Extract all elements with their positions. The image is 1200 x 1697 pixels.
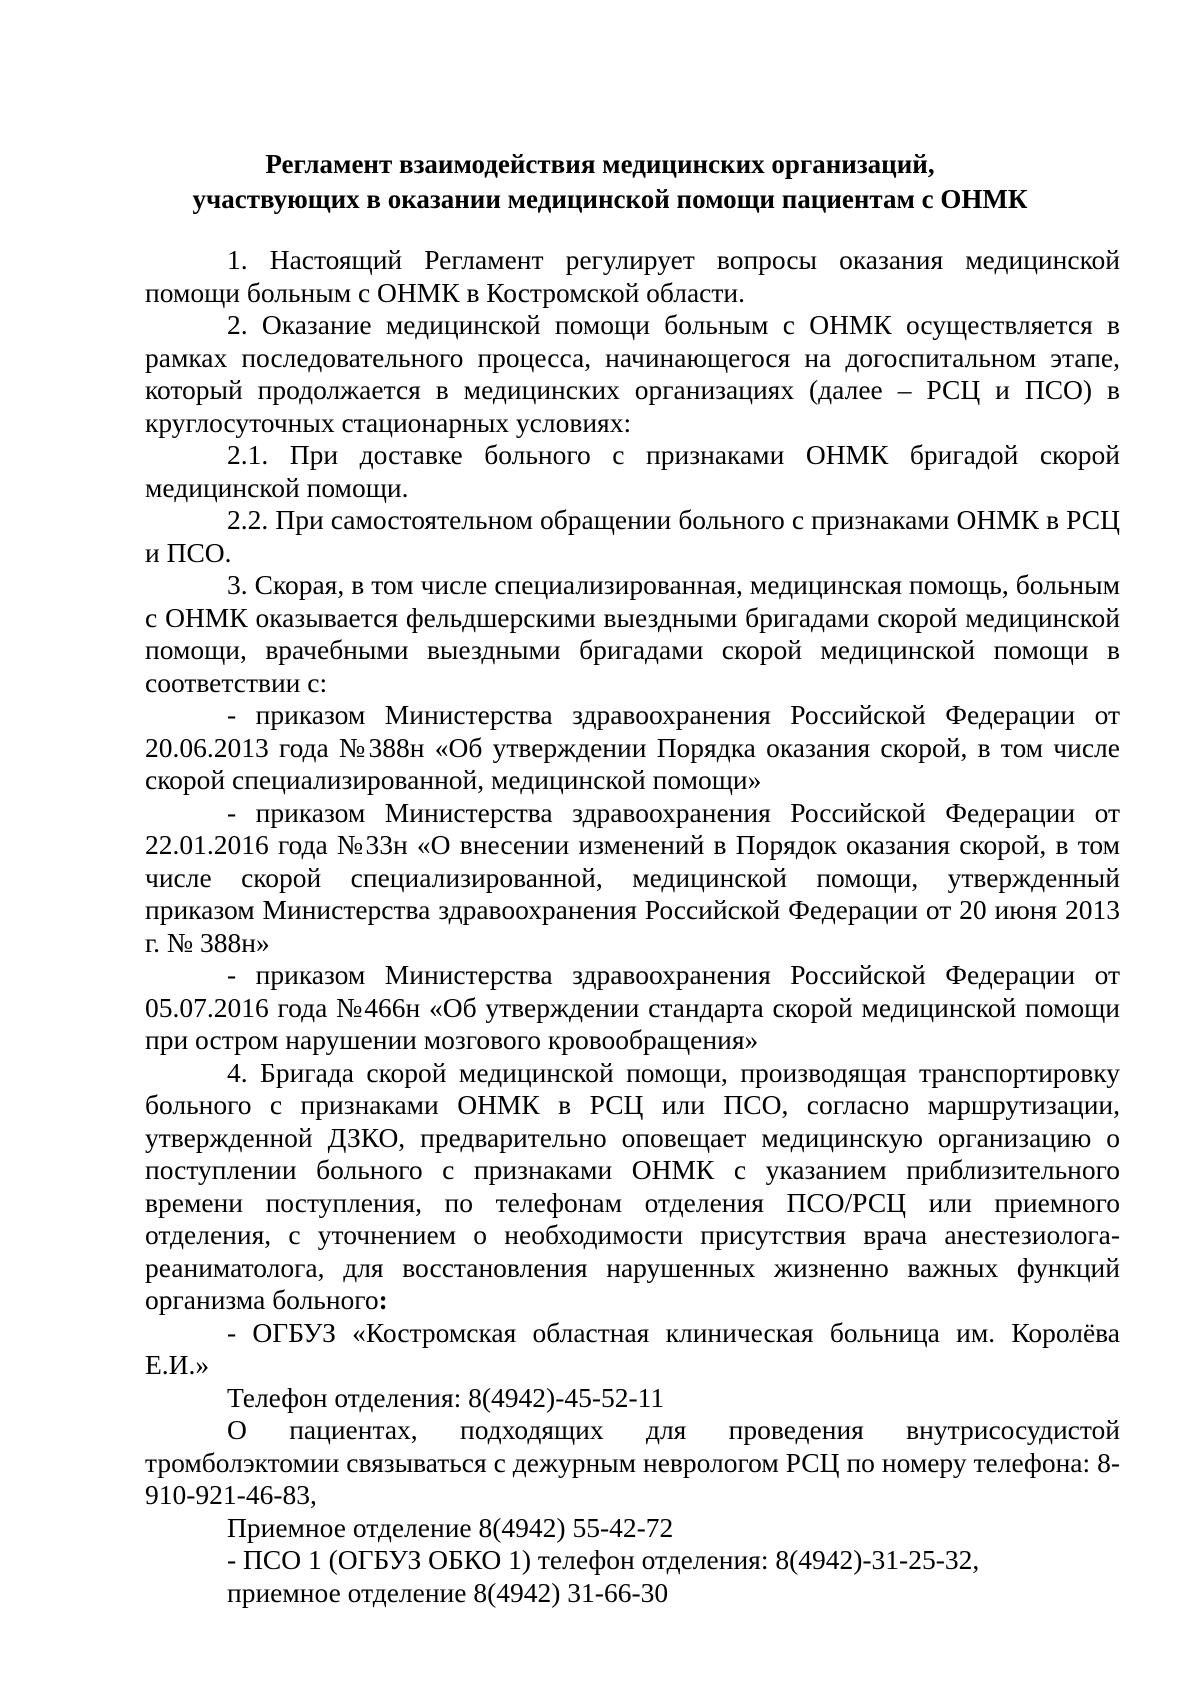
paragraph-2: 2. Оказание медицинской помощи больным с ОНМК осуществляется в рамках последовательного процесса, начинающегося на догоспитальном этапе, который продолжается в медицинских организациях (далее – РСЦ и ПСО) в круглосуточных стационарных условиях: xyxy=(145,309,1120,438)
document-body xyxy=(145,244,1120,1609)
reception-phone: Приемное отделение 8(4942) 55-42-72 xyxy=(227,1511,674,1543)
department-phone: Телефон отделения: 8(4942)-45-52-11 xyxy=(227,1381,665,1413)
pso-1-reception-phone: приемное отделение 8(4942) 31-66-30 xyxy=(227,1576,669,1608)
order-388n-item: - приказом Министерства здравоохранения Российской Федерации от 20.06.2013 года №388н «Об утверждении Порядка оказания скорой, в том числе скорой специализированной, медицинской помощи» xyxy=(145,699,1120,795)
title-line-1: Регламент взаимодействия медицинских организаций, xyxy=(265,149,935,179)
paragraph-2-1: 2.1. При доставке больного с признаками ОНМК бригадой скорой медицинской помощи. xyxy=(145,439,1120,503)
order-33n-item: - приказом Министерства здравоохранения Российской Федерации от 22.01.2016 года №33н «О внесении изменений в Порядок оказания скорой, в том числе скорой специализированной, медицинской помощи, утвержденный приказом Министерства здравоохранения Российской Федерации от 20 июня 2013 г. № 388н» xyxy=(145,796,1120,958)
document-title xyxy=(150,147,1050,217)
paragraph-4-text: 4. Бригада скорой медицинской помощи, производящая транспортировку больного с признаками ОНМК в РСЦ или ПСО, согласно маршрутизации, утвержденной ДЗКО, предварительно оповещает медицинскую организацию о поступлении больного с признаками ОНМК с указанием приблизительного времени поступления, по телефонам отделения ПСО/РСЦ или приемного отделения, с уточнением о необходимости присутствия врача анестезиолога-реаниматолога, для восстановления нарушенных жизненно важных функций организма больного xyxy=(145,1056,1120,1315)
hospital-item: - ОГБУЗ «Костромская областная клиническая больница им. Королёва Е.И.» xyxy=(145,1316,1120,1380)
paragraph-3: 3. Скорая, в том числе специализированная, медицинская помощь, больным с ОНМК оказывается фельдшерскими выездными бригадами скорой медицинской помощи, врачебными выездными бригадами скорой медицинской помощи в соответствии с: xyxy=(145,569,1120,698)
thrombectomy-contact: О пациентах, подходящих для проведения внутрисосудистой тромболэктомии связываться с дежурным неврологом РСЦ по номеру телефона: 8-910-921-46-83, xyxy=(145,1414,1120,1510)
paragraph-1: 1. Настоящий Регламент регулирует вопросы оказания медицинской помощи больным с ОНМК в Костромской области. xyxy=(145,244,1120,308)
paragraph-4 xyxy=(145,1057,1120,1317)
order-466n-item: - приказом Министерства здравоохранения Российской Федерации от 05.07.2016 года №466н «Об утверждении стандарта скорой медицинской помощи при остром нарушении мозгового кровообращения» xyxy=(145,959,1120,1055)
pso-1-phone: - ПСО 1 (ОГБУЗ ОБКО 1) телефон отделения: 8(4942)-31-25-32, xyxy=(227,1544,980,1575)
paragraph-4-colon: : xyxy=(378,1284,388,1315)
paragraph-2-2: 2.2. При самостоятельном обращении больного с признаками ОНМК в РСЦ и ПСО. xyxy=(145,504,1120,568)
title-line-2: участвующих в оказании медицинской помощи пациентам с ОНМК xyxy=(192,184,1028,214)
